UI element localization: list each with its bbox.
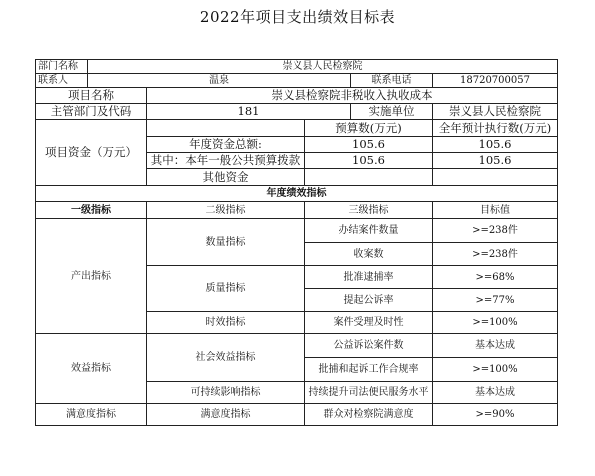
level2-sustain: 可持续影响指标 — [147, 382, 305, 404]
row-perf-header — [36, 202, 558, 219]
supervisor-value: 181 — [147, 104, 351, 120]
general-budget: 105.6 — [305, 153, 433, 169]
header-level2: 二级指标 — [147, 202, 305, 219]
target-cell: >=100% — [433, 312, 558, 334]
indicator-cell: 持续提升司法便民服务水平 — [305, 382, 433, 404]
header-target: 目标值 — [433, 202, 558, 219]
level2-satisfaction: 满意度指标 — [147, 404, 305, 426]
indicator-cell: 案件受理及时性 — [305, 312, 433, 334]
budget-header: 预算数(万元) — [305, 120, 433, 137]
impl-label: 实施单位 — [351, 104, 433, 120]
contact-label: 联系人 — [36, 74, 88, 88]
indicator-cell: 批捕和起诉工作合规率 — [305, 358, 433, 382]
other-budget — [305, 169, 433, 186]
target-cell: >=238件 — [433, 243, 558, 266]
indicator-cell: 提起公诉率 — [305, 289, 433, 312]
exec-header: 全年预计执行数(万元) — [433, 120, 558, 137]
target-cell: >=68% — [433, 266, 558, 289]
table-row — [36, 404, 558, 426]
level2-social: 社会效益指标 — [147, 334, 305, 382]
project-value: 崇义县检察院非税收入执收成本 — [147, 88, 558, 104]
phone-value: 18720700057 — [433, 74, 558, 88]
indicator-cell: 批准逮捕率 — [305, 266, 433, 289]
total-exec: 105.6 — [433, 137, 558, 153]
total-budget: 105.6 — [305, 137, 433, 153]
target-cell: 基本达成 — [433, 382, 558, 404]
level2-timeliness: 时效指标 — [147, 312, 305, 334]
phone-label: 联系电话 — [351, 74, 433, 88]
level1-output: 产出指标 — [36, 219, 147, 334]
row-project — [36, 88, 558, 104]
target-cell: >=100% — [433, 358, 558, 382]
row-supervisor — [36, 104, 558, 120]
supervisor-label: 主管部门及代码 — [36, 104, 147, 120]
general-label: 其中：本年一般公共预算拨款 — [147, 153, 305, 169]
other-label: 其他资金 — [147, 169, 305, 186]
row-perf-title — [36, 186, 558, 202]
funds-label: 项目资金（万元） — [36, 120, 147, 186]
row-department — [36, 60, 558, 74]
perf-section-title: 年度绩效指标 — [36, 186, 558, 202]
row-funds-header — [36, 120, 558, 137]
impl-value: 崇义县人民检察院 — [433, 104, 558, 120]
dept-value: 崇义县人民检察院 — [88, 60, 558, 74]
target-cell: 基本达成 — [433, 334, 558, 358]
header-level3: 三级指标 — [305, 202, 433, 219]
table-row — [36, 219, 558, 243]
indicator-cell: 群众对检察院满意度 — [305, 404, 433, 426]
contact-value: 温泉 — [88, 74, 351, 88]
other-exec — [433, 169, 558, 186]
indicator-cell: 公益诉讼案件数 — [305, 334, 433, 358]
dept-label: 部门名称 — [36, 60, 88, 74]
target-cell: >=238件 — [433, 219, 558, 243]
target-cell: >=90% — [433, 404, 558, 426]
performance-goal-table — [35, 59, 558, 426]
indicator-cell: 收案数 — [305, 243, 433, 266]
level2-quality: 质量指标 — [147, 266, 305, 312]
level1-satisfaction: 满意度指标 — [36, 404, 147, 426]
header-level1: 一级指标 — [36, 202, 147, 219]
document-title: 2022年项目支出绩效目标表 — [199, 8, 396, 26]
target-cell: >=77% — [433, 289, 558, 312]
total-label: 年度资金总额: — [147, 137, 305, 153]
indicator-cell: 办结案件数量 — [305, 219, 433, 243]
project-label: 项目名称 — [36, 88, 147, 104]
funds-blank — [147, 120, 305, 137]
general-exec: 105.6 — [433, 153, 558, 169]
level1-benefit: 效益指标 — [36, 334, 147, 404]
level2-quantity: 数量指标 — [147, 219, 305, 266]
row-contact — [36, 74, 558, 88]
table-row — [36, 334, 558, 358]
